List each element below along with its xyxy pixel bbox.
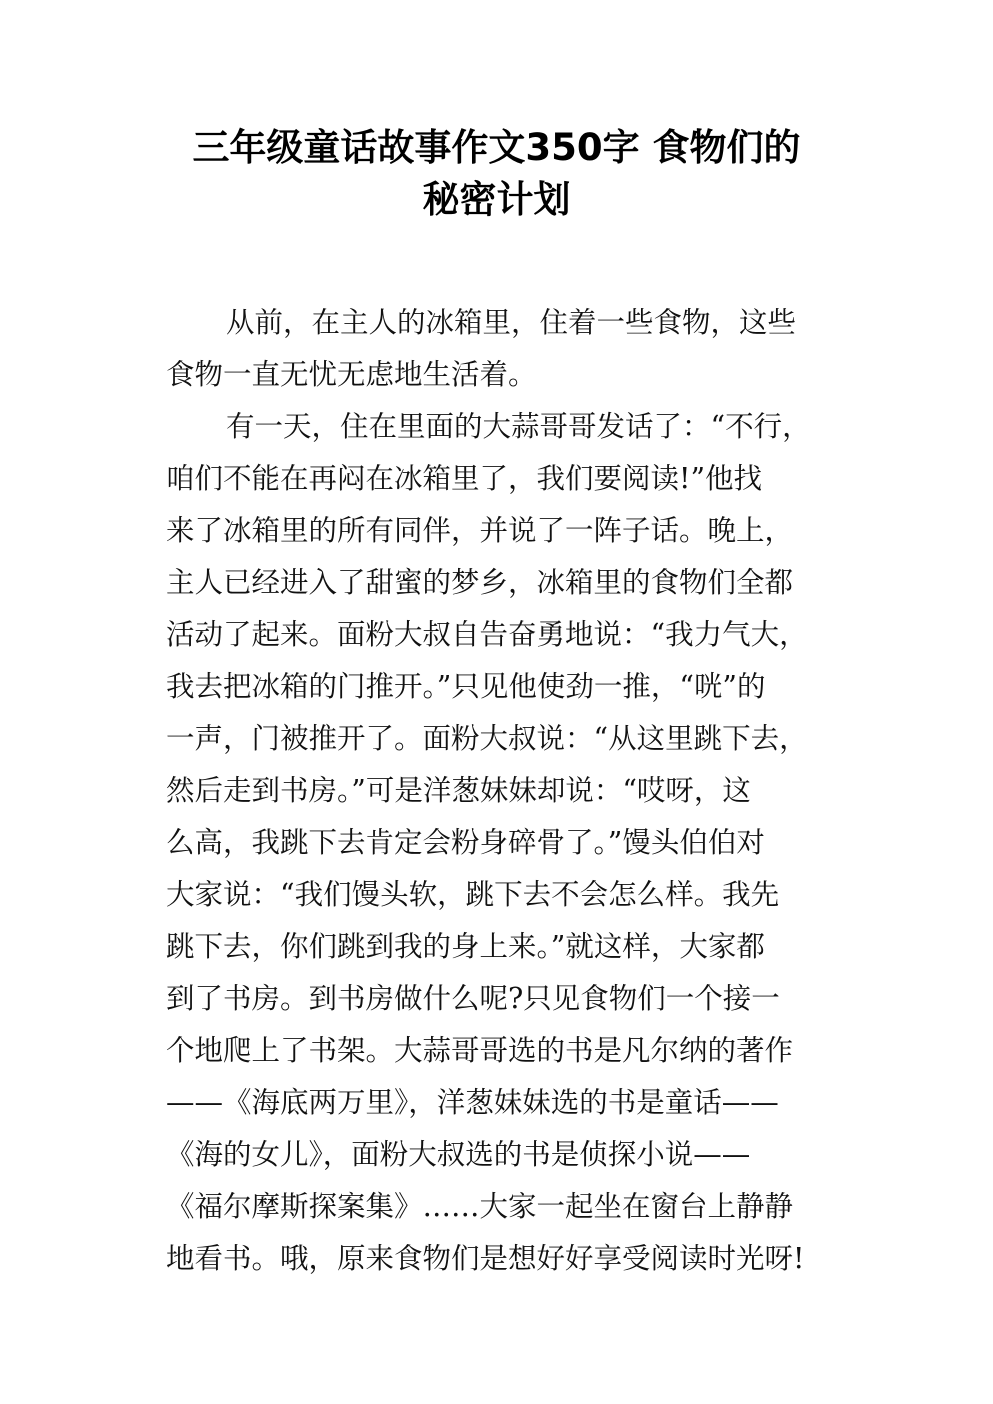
paragraph-2-line: 一声，门被推开了。面粉大叔说：“从这里跳下去， — [166, 722, 808, 755]
document-body — [166, 297, 846, 1285]
paragraph-2-line: 《福尔摩斯探案集》……大家一起坐在窗台上静静 — [166, 1190, 794, 1223]
paragraph-2-line: 然后走到书房。”可是洋葱妹妹却说：“哎呀，这 — [166, 774, 751, 807]
paragraph-2-line: 来了冰箱里的所有同伴，并说了一阵子话。晚上， — [166, 514, 794, 547]
paragraph-2-line: 主人已经进入了甜蜜的梦乡，冰箱里的食物们全都 — [166, 566, 794, 599]
paragraph-1-line: 从前，在主人的冰箱里，住着一些食物，这些 — [226, 306, 797, 339]
paragraph-2-line: 跳下去，你们跳到我的身上来。”就这样，大家都 — [166, 930, 765, 963]
paragraph-2-line: 咱们不能在再闷在冰箱里了，我们要阅读!”他找 — [166, 462, 763, 495]
paragraph-2-line: 么高，我跳下去肯定会粉身碎骨了。”馒头伯伯对 — [166, 826, 765, 859]
paragraph-2-line: 《海的女儿》，面粉大叔选的书是侦探小说—— — [166, 1138, 751, 1171]
paragraph-2-line: 有一天，住在里面的大蒜哥哥发话了：“不行， — [226, 410, 811, 443]
paragraph-2-line: ——《海底两万里》，洋葱妹妹选的书是童话—— — [166, 1086, 779, 1119]
paragraph-2-line: 地看书。哦，原来食物们是想好好享受阅读时光呀! — [166, 1242, 805, 1275]
paragraph-2-line: 个地爬上了书架。大蒜哥哥选的书是凡尔纳的著作 — [166, 1034, 794, 1067]
paragraph-2-line: 活动了起来。面粉大叔自告奋勇地说：“我力气大， — [166, 618, 808, 651]
title-line-1: 三年级童话故事作文350字 食物们的 — [192, 126, 801, 169]
paragraph-2-line: 大家说：“我们馒头软，跳下去不会怎么样。我先 — [166, 878, 780, 911]
title-line-2: 秘密计划 — [422, 178, 571, 221]
paragraph-2-line: 到了书房。到书房做什么呢?只见食物们一个接一 — [166, 982, 780, 1015]
paragraph-2-line: 我去把冰箱的门推开。”只见他使劲一推，“咣”的 — [166, 670, 766, 703]
paragraph-1-line: 食物一直无忧无虑地生活着。 — [166, 358, 537, 391]
document-title — [120, 122, 873, 226]
